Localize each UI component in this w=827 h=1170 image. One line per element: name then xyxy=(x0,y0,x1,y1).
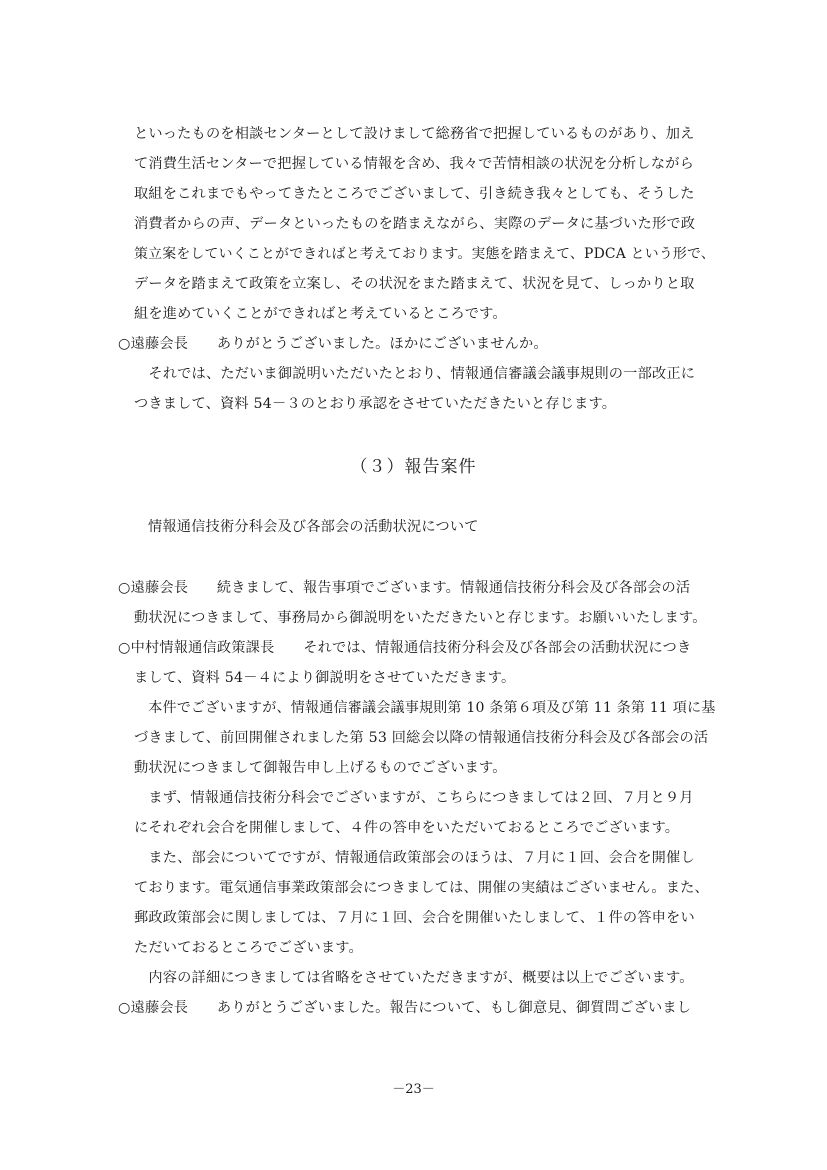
body-text-line: 動状況につきまして、事務局から御説明をいただきたいと存じます。お願いいたします。 xyxy=(134,610,707,626)
body-text-line: にそれぞれ会合を開催しまして、４件の答申をいただいておるところでございます。 xyxy=(134,820,680,836)
agenda-item-title: 情報通信技術分科会及び各部会の活動状況について xyxy=(148,519,479,535)
body-text-line: 郵政政策部会に関しましては、７月に１回、会合を開催いたしまして、１件の答申をい xyxy=(134,910,695,926)
body-text-line: それでは、ただいま御説明いただいたとおり、情報通信審議会議事規則の一部改正に xyxy=(134,366,696,382)
speaker-line: ○中村情報通信政策課長 それでは、情報通信技術分科会及び各部会の活動状況につき xyxy=(118,640,692,656)
body-text-line: ただいておるところでございます。 xyxy=(134,940,363,956)
body-text-line: 動状況につきまして御報告申し上げるものでございます。 xyxy=(134,760,507,776)
body-text-line: まず、情報通信技術分科会でございますが、こちらにつきましては２回、７月と９月 xyxy=(134,790,694,806)
body-text-line: 消費者からの声、データといったものを踏まえながら、実際のデータに基づいた形で政 xyxy=(134,216,696,232)
body-text-line: 組を進めていくことができればと考えているところです。 xyxy=(134,306,507,322)
body-text-line: 取組をこれまでもやってきたところでございまして、引き続き我々としても、そうした xyxy=(134,186,695,202)
speaker-line: ○遠藤会長 ありがとうございました。報告について、もし御意見、御質問ございまし xyxy=(118,1000,692,1016)
body-text-line: つきまして、資料 54－３のとおり承認をさせていただきたいと存じます。 xyxy=(134,396,617,412)
page-number: －23－ xyxy=(392,1082,435,1097)
section-heading: （３）報告案件 xyxy=(350,457,477,477)
body-text-line: まして、資料 54－４により御説明をさせていただきます。 xyxy=(134,670,516,686)
body-text-line: また、部会についてですが、情報通信政策部会のほうは、７月に１回、会合を開催し xyxy=(134,850,695,866)
body-text-line: といったものを相談センターとして設けまして総務省で把握しているものがあり、加え xyxy=(134,126,695,142)
body-text-line: ております。電気通信事業政策部会につきましては、開催の実績はございません。また、 xyxy=(134,880,709,896)
body-text-line: 策立案をしていくことができればと考えております。実態を踏まえて、PDCA という形で、 xyxy=(134,246,715,262)
body-text-line: づきまして、前回開催されました第 53 回総会以降の情報通信技術分科会及び各部会の活 xyxy=(134,730,709,746)
body-text-line: 内容の詳細につきましては省略をさせていただきますが、概要は以上でございます。 xyxy=(134,970,694,986)
speaker-line: ○遠藤会長 ありがとうございました。ほかにございませんか。 xyxy=(118,336,548,352)
body-text-line: 本件でございますが、情報通信審議会議事規則第 10 条第６項及び第 11 条第 11 項に基 xyxy=(134,700,716,716)
body-text-line: て消費生活センターで把握している情報を含め、我々で苦情相談の状況を分析しながら xyxy=(134,156,694,172)
body-text-line: データを踏まえて政策を立案し、その状況をまた踏まえて、状況を見て、しっかりと取 xyxy=(134,276,695,292)
speaker-line: ○遠藤会長 続きまして、報告事項でございます。情報通信技術分科会及び各部会の活 xyxy=(118,580,691,596)
